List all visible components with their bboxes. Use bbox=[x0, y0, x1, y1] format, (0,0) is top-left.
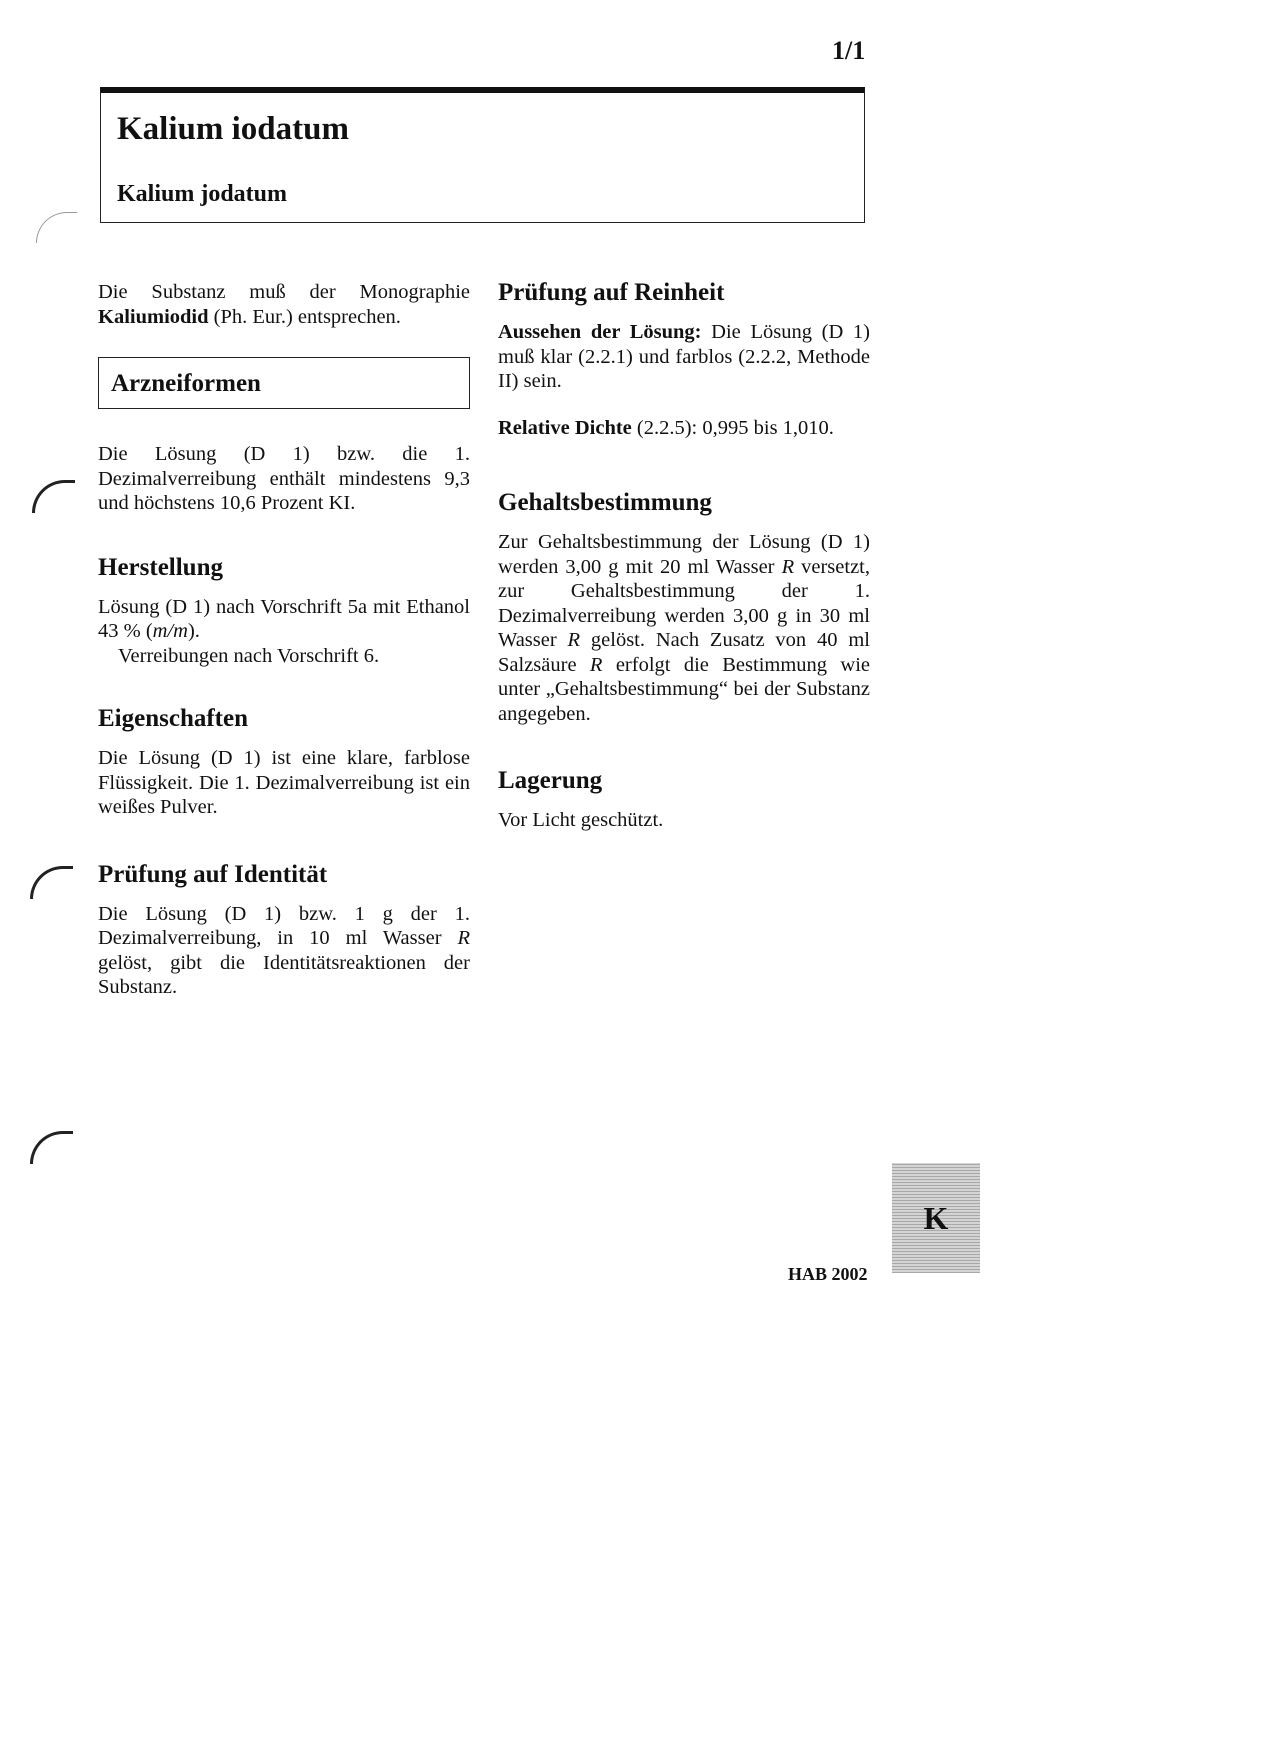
monograph-reference: Kaliumiodid bbox=[98, 305, 209, 328]
footer-edition: HAB 2002 bbox=[788, 1264, 868, 1284]
section-heading-eigenschaften: Eigenschaften bbox=[98, 705, 248, 732]
section-heading-lagerung: Lagerung bbox=[498, 767, 603, 794]
section-heading-herstellung: Herstellung bbox=[98, 553, 223, 581]
lagerung-text: Vor Licht geschützt. bbox=[498, 809, 664, 831]
gehalt-text: Zur Gehaltsbestimmung der Lösung (D 1) werden 3,00 g mit 20 ml Wasser R versetzt, zur Gehaltsbestimmung der 1. Dezimalverreibung werden 3,00 g in 30 ml Wasser R gelöst. Nach Zusatz von 40 ml Salzsäure R erfolgt die Bestimmung wie unter „Gehaltsbestimmung“ bei der Substanz angegeben. bbox=[498, 531, 871, 725]
dichte-text: Relative Dichte (2.2.5): 0,995 bis 1,010. bbox=[498, 416, 834, 439]
binder-hole-mark bbox=[32, 480, 75, 513]
section-heading-identitaet: Prüfung auf Identität bbox=[98, 860, 328, 888]
herstellung-text: Lösung (D 1) nach Vorschrift 5a mit Ethanol 43 % (m/m). bbox=[98, 595, 470, 642]
eigenschaften-text: Die Lösung (D 1) ist eine klare, farblose Flüssigkeit. Die 1. Dezimalverreibung ist ein weißes Pulver. bbox=[98, 747, 470, 818]
identitaet-text: Die Lösung (D 1) bzw. 1 g der 1. Dezimalverreibung, in 10 ml Wasser R gelöst, gibt die Identitätsreaktionen der Substanz. bbox=[98, 902, 470, 998]
arzneiformen-text: Die Lösung (D 1) bzw. die 1. Dezimalverreibung enthält mindestens 9,3 und höchstens 10,6 Prozent KI. bbox=[98, 443, 470, 514]
thumb-index-letter: K bbox=[923, 1200, 949, 1236]
left-column bbox=[98, 280, 470, 1000]
page-number: 1/1 bbox=[832, 36, 866, 65]
section-heading-reinheit: Prüfung auf Reinheit bbox=[498, 279, 725, 306]
aussehen-text: Aussehen der Lösung: Die Lösung (D 1) muß klar (2.2.1) und farblos (2.2.2, Methode II) sein. bbox=[498, 321, 870, 392]
title-box bbox=[100, 87, 865, 223]
binder-hole-mark bbox=[30, 1131, 73, 1164]
binder-hole-mark bbox=[30, 866, 73, 899]
intro-paragraph: Die Substanz muß der Monographie Kaliumiodid (Ph. Eur.) entsprechen. bbox=[98, 281, 470, 328]
thumb-index-tab bbox=[892, 1163, 980, 1273]
right-column bbox=[498, 278, 870, 833]
page-title: Kalium iodatum bbox=[117, 111, 349, 147]
page-subtitle: Kalium jodatum bbox=[117, 181, 288, 207]
binder-hole-mark bbox=[36, 212, 77, 243]
section-heading-gehalt: Gehaltsbestimmung bbox=[498, 489, 712, 516]
herstellung-text-2: Verreibungen nach Vorschrift 6. bbox=[118, 644, 380, 667]
section-heading-arzneiformen: Arzneiformen bbox=[98, 357, 470, 409]
